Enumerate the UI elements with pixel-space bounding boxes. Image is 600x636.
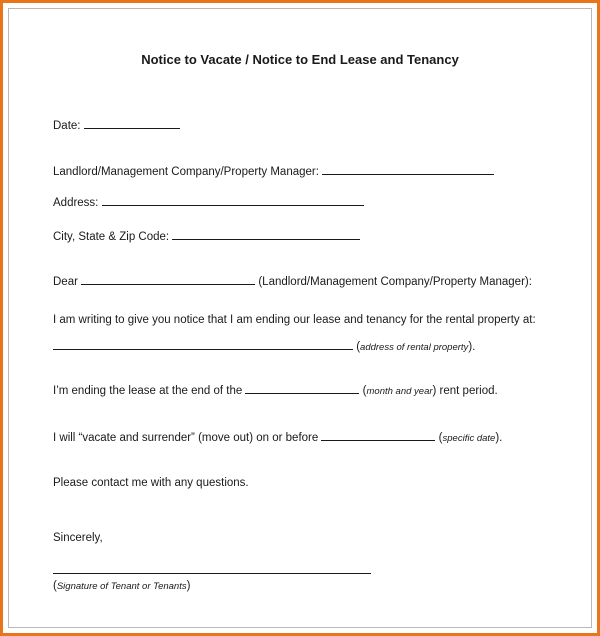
ending-hint: month and year bbox=[366, 386, 433, 397]
ending-suffix: ) rent period. bbox=[432, 385, 498, 397]
city-blank[interactable] bbox=[172, 229, 360, 240]
document-title: Notice to Vacate / Notice to End Lease and Tenancy bbox=[141, 52, 459, 67]
dear-line bbox=[53, 274, 532, 288]
city-label: City, State & Zip Code: bbox=[53, 231, 170, 243]
property-open: ( bbox=[356, 341, 361, 353]
city-line bbox=[53, 229, 360, 243]
contact-line: Please contact me with any questions. bbox=[53, 477, 249, 489]
ending-prefix: I’m ending the lease at the end of the bbox=[53, 385, 243, 397]
landlord-line bbox=[53, 164, 494, 178]
signature-blank-line bbox=[53, 563, 371, 577]
landlord-label: Landlord/Management Company/Property Manager: bbox=[53, 166, 319, 178]
signature-blank[interactable] bbox=[53, 563, 371, 574]
vacate-blank[interactable] bbox=[321, 430, 435, 441]
dear-blank[interactable] bbox=[81, 274, 255, 285]
ending-blank[interactable] bbox=[245, 383, 359, 394]
property-line bbox=[53, 339, 475, 353]
signature-caption bbox=[53, 580, 190, 592]
signature-hint: Signature of Tenant or Tenants bbox=[56, 581, 187, 592]
ending-line bbox=[53, 383, 498, 397]
address-label: Address: bbox=[53, 197, 99, 209]
date-label: Date: bbox=[53, 120, 81, 132]
signature-close: ) bbox=[186, 580, 191, 592]
vacate-line bbox=[53, 430, 502, 444]
property-hint: address of rental property bbox=[360, 342, 469, 353]
vacate-close: ). bbox=[495, 432, 503, 444]
dear-suffix: (Landlord/Management Company/Property Manager): bbox=[258, 276, 532, 288]
property-blank[interactable] bbox=[53, 339, 353, 350]
vacate-prefix: I will “vacate and surrender” (move out) on or before bbox=[53, 432, 319, 444]
vacate-hint: specific date bbox=[442, 433, 496, 444]
landlord-blank[interactable] bbox=[322, 164, 494, 175]
notice-sentence: I am writing to give you notice that I am ending our lease and tenancy for the rental property at: bbox=[53, 314, 536, 326]
signature-open: ( bbox=[53, 580, 57, 592]
ending-open: ( bbox=[362, 385, 367, 397]
address-blank[interactable] bbox=[102, 195, 364, 206]
dear-label: Dear bbox=[53, 276, 78, 288]
date-line bbox=[53, 118, 180, 132]
vacate-open: ( bbox=[438, 432, 443, 444]
date-blank[interactable] bbox=[84, 118, 180, 129]
property-close: ). bbox=[468, 341, 476, 353]
address-line bbox=[53, 195, 364, 209]
closing-line: Sincerely, bbox=[53, 532, 103, 544]
